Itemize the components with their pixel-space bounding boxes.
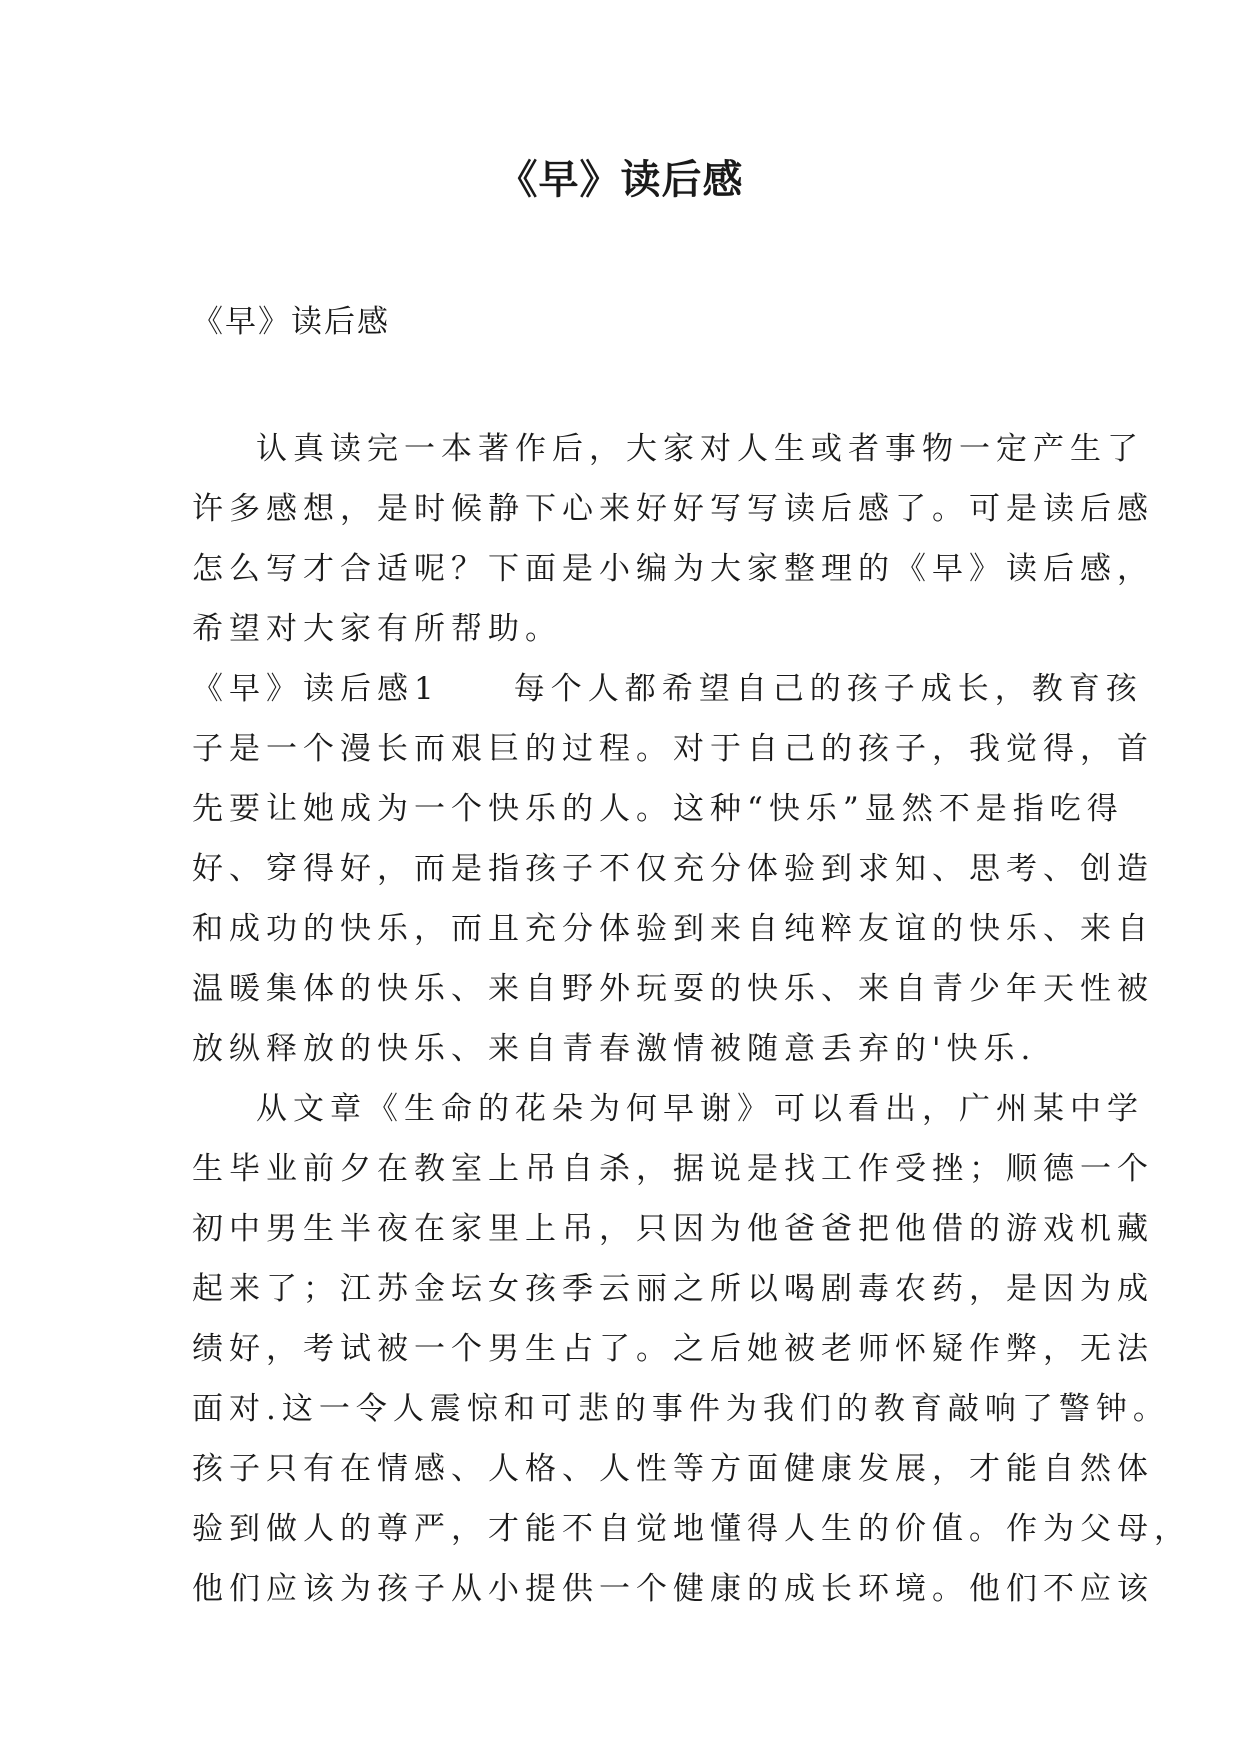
- text-line: 好、穿得好，而是指孩子不仅充分体验到求知、思考、创造: [192, 851, 1154, 887]
- text-line: 许多感想，是时候静下心来好好写写读后感了。可是读后感: [192, 491, 1154, 527]
- text-line: 子是一个漫长而艰巨的过程。对于自己的孩子，我觉得，首: [192, 731, 1154, 767]
- text-line: 温暖集体的快乐、来自野外玩耍的快乐、来自青少年天性被: [192, 971, 1154, 1007]
- text-line: 验到做人的尊严，才能不自觉地懂得人生的价值。作为父母，: [192, 1511, 1191, 1547]
- text-line: 认真读完一本著作后，大家对人生或者事物一定产生了: [256, 431, 1144, 467]
- text-line: 起来了；江苏金坛女孩季云丽之所以喝剧毒农药，是因为成: [192, 1271, 1154, 1307]
- document-subtitle: 《早》读后感: [192, 304, 390, 340]
- text-line: 他们应该为孩子从小提供一个健康的成长环境。他们不应该: [192, 1571, 1154, 1607]
- text-line: 《早》读后感1 每个人都希望自己的孩子成长，教育孩: [192, 671, 1143, 707]
- text-line: 从文章《生命的花朵为何早谢》可以看出，广州某中学: [256, 1091, 1144, 1127]
- text-line: 希望对大家有所帮助。: [192, 611, 562, 647]
- text-line: 和成功的快乐，而且充分体验到来自纯粹友谊的快乐、来自: [192, 911, 1154, 947]
- text-line: 初中男生半夜在家里上吊，只因为他爸爸把他借的游戏机藏: [192, 1211, 1154, 1247]
- text-line: 绩好，考试被一个男生占了。之后她被老师怀疑作弊，无法: [192, 1331, 1154, 1367]
- document-lines: [192, 419, 1191, 1619]
- text-line: 先要让她成为一个快乐的人。这种“快乐”显然不是指吃得: [192, 791, 1124, 827]
- document-body: [192, 292, 1191, 1619]
- text-line: 孩子只有在情感、人格、人性等方面健康发展，才能自然体: [192, 1451, 1154, 1487]
- text-line: 面对.这一令人震惊和可悲的事件为我们的教育敲响了警钟。: [192, 1391, 1170, 1427]
- document-title: 《早》读后感: [497, 157, 744, 203]
- text-line: 怎么写才合适呢？下面是小编为大家整理的《早》读后感，: [192, 551, 1154, 587]
- paragraph-gap: [192, 352, 1072, 419]
- text-line: 放纵释放的快乐、来自青春激情被随意丢弃的'快乐.: [192, 1031, 1037, 1067]
- text-line: 生毕业前夕在教室上吊自杀，据说是找工作受挫；顺德一个: [192, 1151, 1154, 1187]
